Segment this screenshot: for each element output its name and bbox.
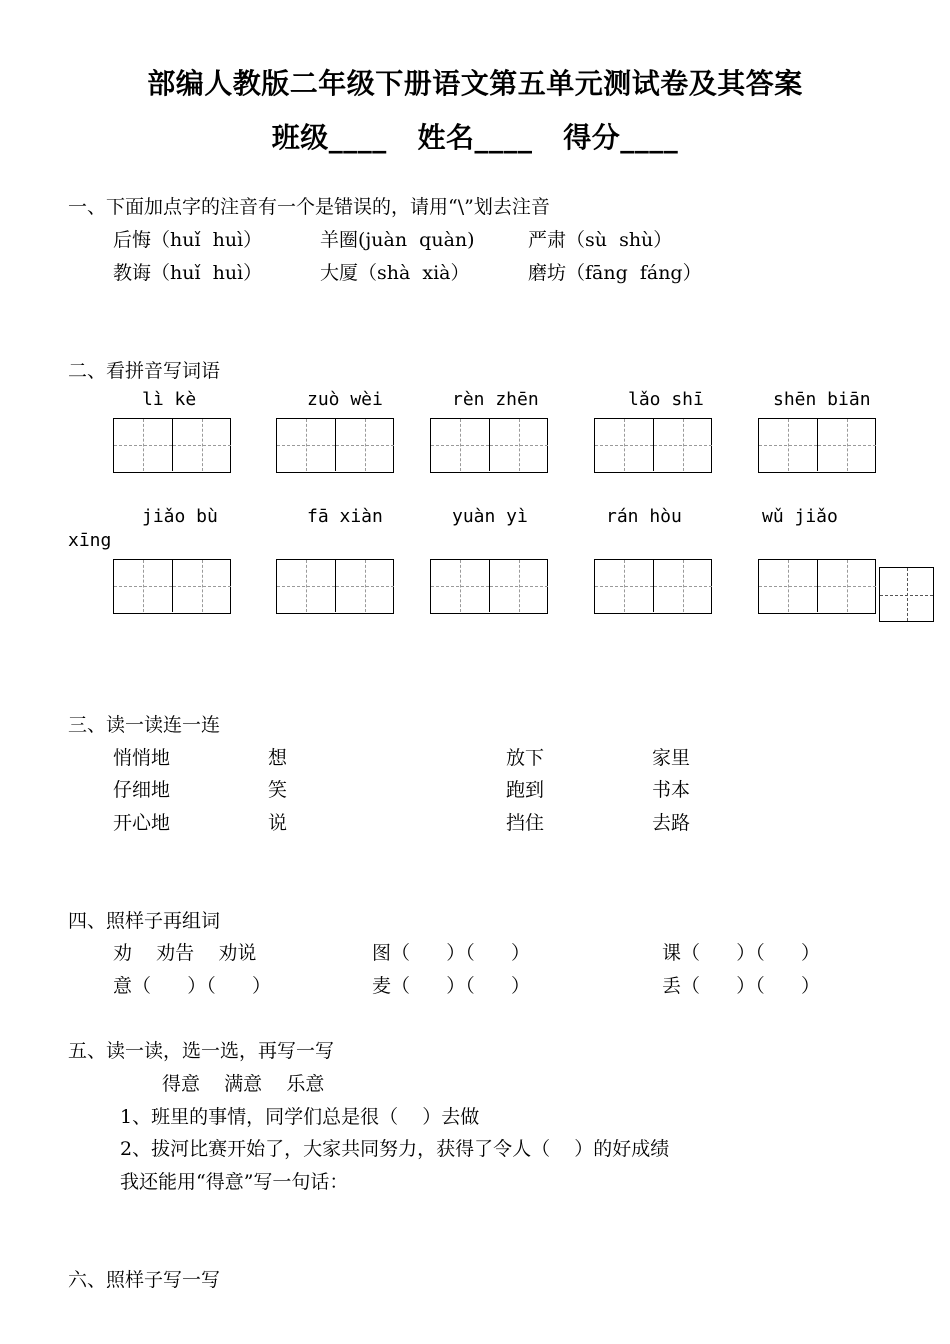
word-group: 课（ ）（ ） <box>662 942 820 964</box>
match-word: 说 <box>268 812 288 834</box>
section5-heading: 五、读一读，选一选，再写一写 <box>68 1040 335 1062</box>
pinyin-prompt: yuàn yì <box>452 506 528 527</box>
writing-grid[interactable] <box>594 559 712 614</box>
pinyin-item: 严肃（sù shù） <box>528 229 673 251</box>
pinyin-prompt: rán hòu <box>606 506 682 527</box>
pinyin-item: 后悔（huǐ huì） <box>113 229 263 251</box>
word-group: 丢（ ）（ ） <box>662 975 820 997</box>
pinyin-prompt: lǎo shī <box>628 389 704 410</box>
student-info-line: 班级____ 姓名____ 得分____ <box>271 121 679 154</box>
word-options: 得意 满意 乐意 <box>162 1073 325 1095</box>
pinyin-item: 大厦（shà xià） <box>320 262 470 284</box>
pinyin-overflow: xīng <box>68 530 112 551</box>
section2-heading: 二、看拼音写词语 <box>68 360 221 382</box>
pinyin-item: 教诲（huǐ huì） <box>113 262 263 284</box>
match-word: 开心地 <box>113 812 171 834</box>
match-word: 去路 <box>652 812 691 834</box>
pinyin-prompt: fā xiàn <box>307 506 383 527</box>
match-word: 跑到 <box>506 779 545 801</box>
writing-grid-small[interactable] <box>879 567 934 622</box>
pinyin-prompt: rèn zhēn <box>452 389 539 410</box>
writing-grid[interactable] <box>430 418 548 473</box>
match-word: 挡住 <box>506 812 545 834</box>
word-group: 麦（ ）（ ） <box>372 975 530 997</box>
word-group: 图（ ）（ ） <box>372 942 530 964</box>
pinyin-prompt: lì kè <box>142 389 197 410</box>
writing-grid[interactable] <box>113 559 231 614</box>
section4-heading: 四、照样子再组词 <box>68 910 221 932</box>
pinyin-prompt: wǔ jiǎo <box>762 506 838 527</box>
match-word: 书本 <box>652 779 691 801</box>
pinyin-item: 磨坊（fāng fáng） <box>528 262 702 284</box>
word-group: 劝 劝告 劝说 <box>113 942 257 964</box>
match-word: 仔细地 <box>113 779 171 801</box>
pinyin-prompt: shēn biān <box>773 389 871 410</box>
pinyin-item: 羊圈(juàn quàn) <box>320 229 475 251</box>
writing-grid[interactable] <box>276 559 394 614</box>
match-word: 笑 <box>268 779 288 801</box>
writing-grid[interactable] <box>276 418 394 473</box>
writing-grid[interactable] <box>430 559 548 614</box>
section6-heading: 六、照样子写一写 <box>68 1269 221 1291</box>
section1-heading: 一、下面加点字的注音有一个是错误的，请用“\”划去注音 <box>68 196 550 218</box>
match-word: 悄悄地 <box>113 747 171 769</box>
match-word: 放下 <box>506 747 545 769</box>
writing-grid[interactable] <box>113 418 231 473</box>
question-3: 我还能用“得意”写一句话： <box>120 1171 349 1193</box>
writing-grid[interactable] <box>594 418 712 473</box>
pinyin-prompt: zuò wèi <box>307 389 383 410</box>
question-1: 1、班里的事情，同学们总是很（ ）去做 <box>120 1106 480 1128</box>
page-title: 部编人教版二年级下册语文第五单元测试卷及其答案 <box>147 67 803 100</box>
section3-heading: 三、读一读连一连 <box>68 714 221 736</box>
writing-grid[interactable] <box>758 418 876 473</box>
pinyin-prompt: jiǎo bù <box>142 506 218 527</box>
match-word: 想 <box>268 747 288 769</box>
writing-grid[interactable] <box>758 559 876 614</box>
question-2: 2、拔河比赛开始了，大家共同努力，获得了令人（ ）的好成绩 <box>120 1138 670 1160</box>
word-group: 意（ ）（ ） <box>113 975 271 997</box>
match-word: 家里 <box>652 747 691 769</box>
